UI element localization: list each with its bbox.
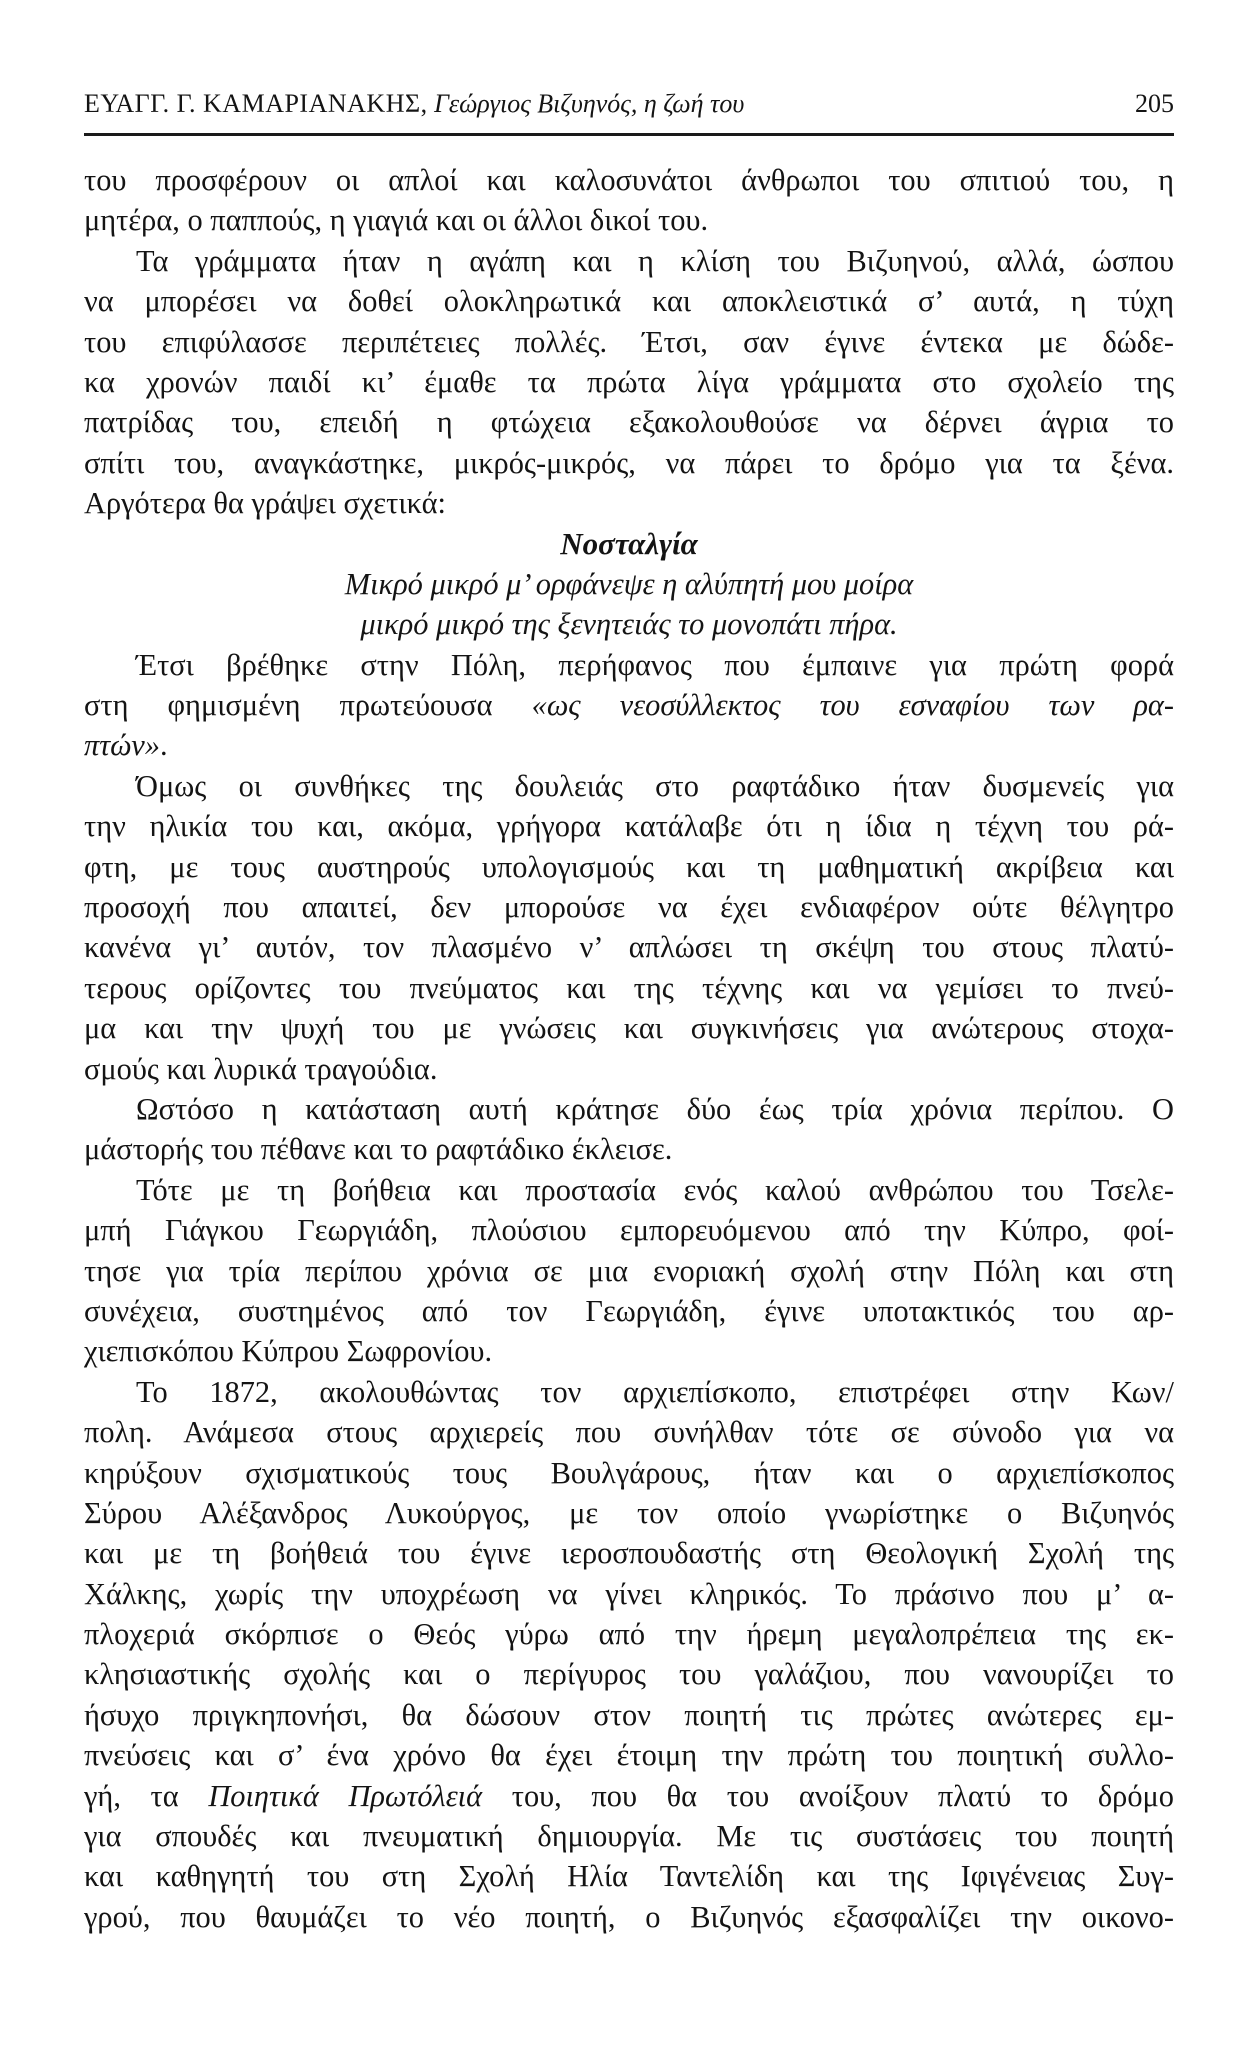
paragraph-first-line: Ωστόσο η κατάσταση αυτή κράτησε δύο έως τρία χρόνια περίπου. Ο: [136, 1091, 1174, 1126]
paragraph-first-line: Όμως οι συνθήκες της δουλειάς στο ραφτάδικο ήταν δυσμενείς για: [136, 768, 1174, 803]
page-number: 205: [1135, 89, 1174, 118]
text-line: Σύρου Αλέξανδρος Λυκούργος, με τον οποίο γνωρίστηκε ο Βιζυηνός: [84, 1495, 1174, 1530]
text-line: κα χρονών παιδί κι’ έμαθε τα πρώτα λίγα γράμματα στο σχολείο της: [84, 364, 1174, 399]
text-line: πολη. Ανάμεσα στους αρχιερείς που συνήλθαν τότε σε σύνοδο για να: [84, 1415, 1174, 1450]
text-line: [84, 1776, 1174, 1816]
text-line: φτη, με τους αυστηρούς υπολογισμούς και τη μαθηματική ακρίβεια και: [84, 849, 1174, 884]
poem-verse: μικρό μικρό της ξενητειάς το μονοπάτι πήρα.: [360, 607, 898, 642]
text-line: κλησιαστικής σχολής και ο περίγυρος του γαλάζιου, που νανουρίζει το: [84, 1657, 1174, 1692]
text-line: πατρίδας του, επειδή η φτώχεια εξακολουθούσε να δέρνει άγρια το: [84, 405, 1174, 440]
text-line: [84, 685, 1174, 725]
text-line: μα και την ψυχή του με γνώσεις και συγκινήσεις για ανώτερους στοχα-: [84, 1011, 1174, 1046]
text-line: συνέχεια, συστημένος από τον Γεωργιάδη, έγινε υποτακτικός του αρ-: [84, 1293, 1174, 1328]
body-text: [84, 160, 1174, 1937]
text-line: προσοχή που απαιτεί, δεν μπορούσε να έχει ενδιαφέρον ούτε θέλγητρο: [84, 890, 1174, 925]
text-line: τερους ορίζοντες του πνεύματος και της τέχνης και να γεμίσει το πνεύ-: [84, 970, 1174, 1005]
text-line: μητέρα, ο παππούς, η γιαγιά και οι άλλοι δικοί του.: [84, 203, 709, 238]
text-line: σμούς και λυρικά τραγούδια.: [84, 1051, 438, 1086]
text-line: [84, 725, 1174, 765]
poem-title: Νοσταλγία: [560, 525, 698, 561]
text-segment: στη φημισμένη πρωτεύουσα: [84, 688, 532, 723]
author-name: ΕΥΑΓΓ. Γ. ΚΑΜΑΡΙΑΝΑΚΗΣ,: [84, 89, 428, 118]
quoted-phrase: πτών»: [84, 728, 160, 763]
text-line: και καθηγητή του στη Σχολή Ηλία Ταντελίδη και της Ιφιγένειας Συγ-: [84, 1859, 1174, 1894]
text-line: τησε για τρία περίπου χρόνια σε μια ενοριακή σχολή στην Πόλη και στη: [84, 1253, 1174, 1288]
text-line: πνεύσεις και σ’ ένα χρόνο θα έχει έτοιμη την πρώτη του ποιητική συλλο-: [84, 1738, 1174, 1773]
text-line: για σπουδές και πνευματική δημιουργία. Με τις συστάσεις του ποιητή: [84, 1819, 1174, 1854]
poem-verse: Μικρό μικρό μ’ ορφάνεψε η αλύπητή μου μοίρα: [344, 566, 914, 601]
text-line: κηρύξουν σχισματικούς τους Βουλγάρους, ήταν και ο αρχιεπίσκοπος: [84, 1455, 1174, 1490]
text-line: σπίτι του, αναγκάστηκε, μικρός-μικρός, να πάρει το δρόμο για τα ξένα.: [84, 445, 1174, 480]
text-line: και με τη βοήθειά του έγινε ιεροσπουδαστής στη Θεολογική Σχολή της: [84, 1536, 1174, 1571]
text-line: την ηλικία του και, ακόμα, γρήγορα κατάλαβε ότι η ίδια η τέχνη του ρά-: [84, 809, 1174, 844]
paragraph-first-line: Έτσι βρέθηκε στην Πόλη, περήφανος που έμπαινε για πρώτη φορά: [136, 647, 1174, 682]
text-line: κανένα γι’ αυτόν, τον πλασμένο ν’ απλώσει τη σκέψη του στους πλατύ-: [84, 930, 1174, 965]
text-line: Χάλκης, χωρίς την υποχρέωση να γίνει κληρικός. Το πράσινο που μ’ α-: [84, 1576, 1174, 1611]
text-line: να μπορέσει να δοθεί ολοκληρωτικά και αποκλειστικά σ’ αυτά, η τύχη: [84, 284, 1174, 319]
header-rule: [84, 133, 1174, 136]
text-line: Αργότερα θα γράψει σχετικά:: [84, 486, 446, 521]
book-title-inline: Ποιητικά Πρωτόλειά: [208, 1778, 483, 1813]
text-line: του επιφύλασσε περιπέτειες πολλές. Έτσι, σαν έγινε έντεκα με δώδε-: [84, 324, 1174, 359]
page-header: [84, 80, 1174, 128]
paragraph-first-line: Το 1872, ακολουθώντας τον αρχιεπίσκοπο, επιστρέφει στην Κων/: [136, 1374, 1174, 1409]
paragraph-first-line: Τότε με τη βοήθεια και προστασία ενός καλού ανθρώπου του Τσελε-: [136, 1172, 1174, 1207]
text-line: ήσυχο πριγκηπονήσι, θα δώσουν στον ποιητή τις πρώτες ανώτερες εμ-: [84, 1697, 1174, 1732]
book-title: Γεώργιος Βιζυηνός, η ζωή του: [434, 89, 745, 118]
text-line: πλοχεριά σκόρπισε ο Θεός γύρω από την ήρεμη μεγαλοπρέπεια της εκ-: [84, 1617, 1174, 1652]
text-segment: γή, τα: [84, 1778, 209, 1813]
text-segment: του, που θα του ανοίξουν πλατύ το δρόμο: [482, 1778, 1174, 1813]
text-line: χιεπισκόπου Κύπρου Σωφρονίου.: [84, 1334, 493, 1369]
running-head: [84, 80, 744, 128]
text-line: μάστορής του πέθανε και το ραφτάδικο έκλεισε.: [84, 1132, 673, 1167]
text-line: γρού, που θαυμάζει το νέο ποιητή, ο Βιζυηνός εξασφαλίζει την οικονο-: [84, 1899, 1174, 1934]
text-line: του προσφέρουν οι απλοί και καλοσυνάτοι άνθρωποι του σπιτιού του, η: [84, 163, 1174, 197]
text-segment: .: [160, 728, 168, 763]
quoted-phrase: «ως νεοσύλλεκτος του εσναφίου των ρα-: [531, 688, 1175, 723]
paragraph-first-line: Τα γράμματα ήταν η αγάπη και η κλίση του Βιζυηνού, αλλά, ώσπου: [136, 243, 1174, 278]
text-line: μπή Γιάγκου Γεωργιάδη, πλούσιου εμπορευόμενου από την Κύπρο, φοί-: [84, 1213, 1174, 1248]
